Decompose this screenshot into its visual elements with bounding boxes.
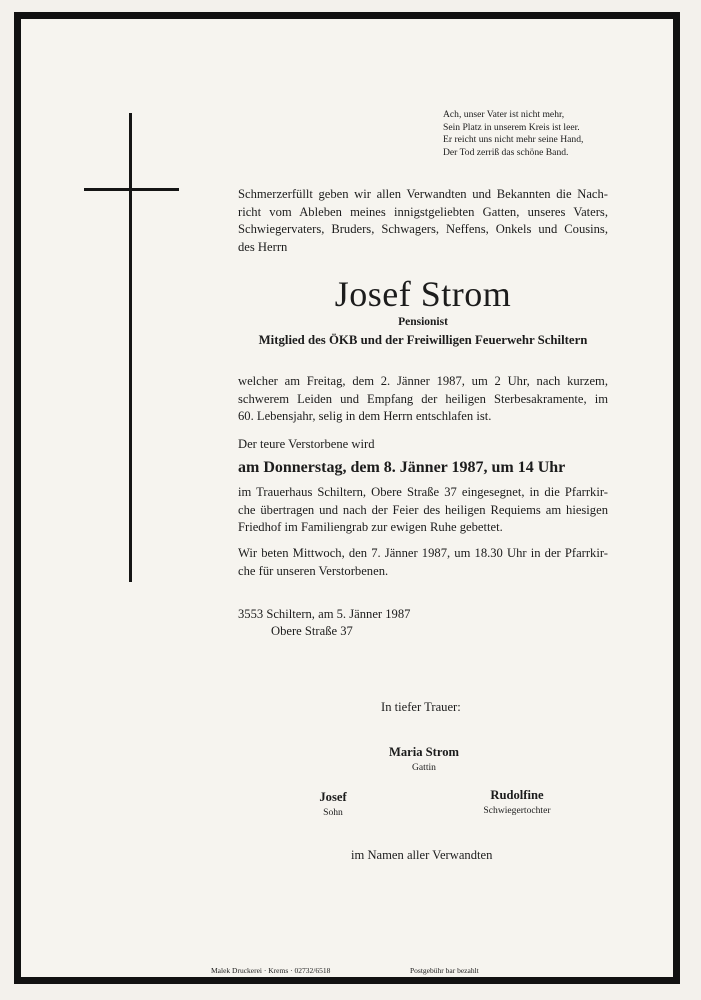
cross-horizontal-bar: [84, 188, 179, 191]
text-line: welcher am Freitag, dem 2. Jänner 1987, um 2 Uhr, nach kurzem,: [238, 374, 608, 388]
death-paragraph: [238, 373, 608, 426]
mourner-son: [293, 790, 373, 818]
mourner-name: Rudolfine: [490, 788, 544, 802]
cross-vertical-bar: [129, 113, 132, 582]
mourner-widow: [364, 745, 484, 773]
mourner-role: Schwiegertochter: [483, 805, 551, 816]
mourner-name: Josef: [319, 790, 347, 804]
mourner-name: Maria Strom: [388, 745, 460, 759]
mourner-daughter-in-law: [467, 788, 567, 816]
text-line: che übertragen und nach der Feier des heiligen Requiems am hiesigen: [238, 502, 608, 517]
text-line: 60. Lebensjahr, selig in dem Herrn entschlafen ist.: [238, 409, 492, 424]
poem-line: Ach, unser Vater ist nicht mehr,: [443, 109, 565, 120]
text-line: des Herrn: [238, 239, 288, 254]
poem-line: Er reicht uns nicht mehr seine Hand,: [443, 134, 584, 146]
text-line: Friedhof im Familiengrab zur ewigen Ruhe gebettet.: [238, 520, 503, 535]
text-line: Schmerzerfüllt geben wir allen Verwandten und Bekannten die Nach-: [238, 187, 608, 201]
text-line: Schwiegervaters, Bruders, Schwagers, Neffens, Onkels und Cousins,: [238, 222, 608, 237]
mourner-role: Gattin: [412, 762, 436, 773]
deceased-profession: Pensionist: [398, 316, 448, 328]
printer-imprint: Malek Druckerei · Krems · 02732/6518: [211, 966, 331, 975]
poem-line: Sein Platz in unserem Kreis ist leer.: [443, 121, 580, 133]
address: Obere Straße 37: [271, 624, 353, 638]
intro-paragraph: [238, 186, 608, 256]
closing-line: im Namen aller Verwandten: [351, 848, 493, 862]
mourning-intro: In tiefer Trauer:: [381, 700, 461, 714]
text-line: im Trauerhaus Schiltern, Obere Straße 37 eingesegnet, in die Pfarrkir-: [238, 485, 608, 499]
prayer-paragraph: [238, 545, 608, 580]
text-line: schwerem Leiden und Empfang der heiligen Sterbesakramente, im: [238, 391, 608, 406]
postage-note: Postgebühr bar bezahlt: [410, 966, 479, 975]
funeral-date: am Donnerstag, dem 8. Jänner 1987, um 14 Uhr: [238, 459, 566, 476]
text-line: che für unseren Verstorbenen.: [238, 563, 389, 578]
text-line: Wir beten Mittwoch, den 7. Jänner 1987, um 18.30 Uhr in der Pfarrkir-: [238, 546, 608, 560]
memorial-poem: [443, 109, 583, 159]
mourner-role: Sohn: [323, 807, 343, 818]
text-line: richt vom Ableben meines innigstgeliebten Gatten, unseres Vaters,: [238, 204, 608, 219]
place-date: 3553 Schiltern, am 5. Jänner 1987: [238, 607, 411, 621]
funeral-intro: Der teure Verstorbene wird: [238, 437, 375, 451]
deceased-membership: Mitglied des ÖKB und der Freiwilligen Feuerwehr Schiltern: [258, 333, 588, 347]
poem-line: Der Tod zerriß das schöne Band.: [443, 146, 569, 158]
deceased-name: Josef Strom: [334, 274, 512, 314]
funeral-paragraph: [238, 484, 608, 537]
